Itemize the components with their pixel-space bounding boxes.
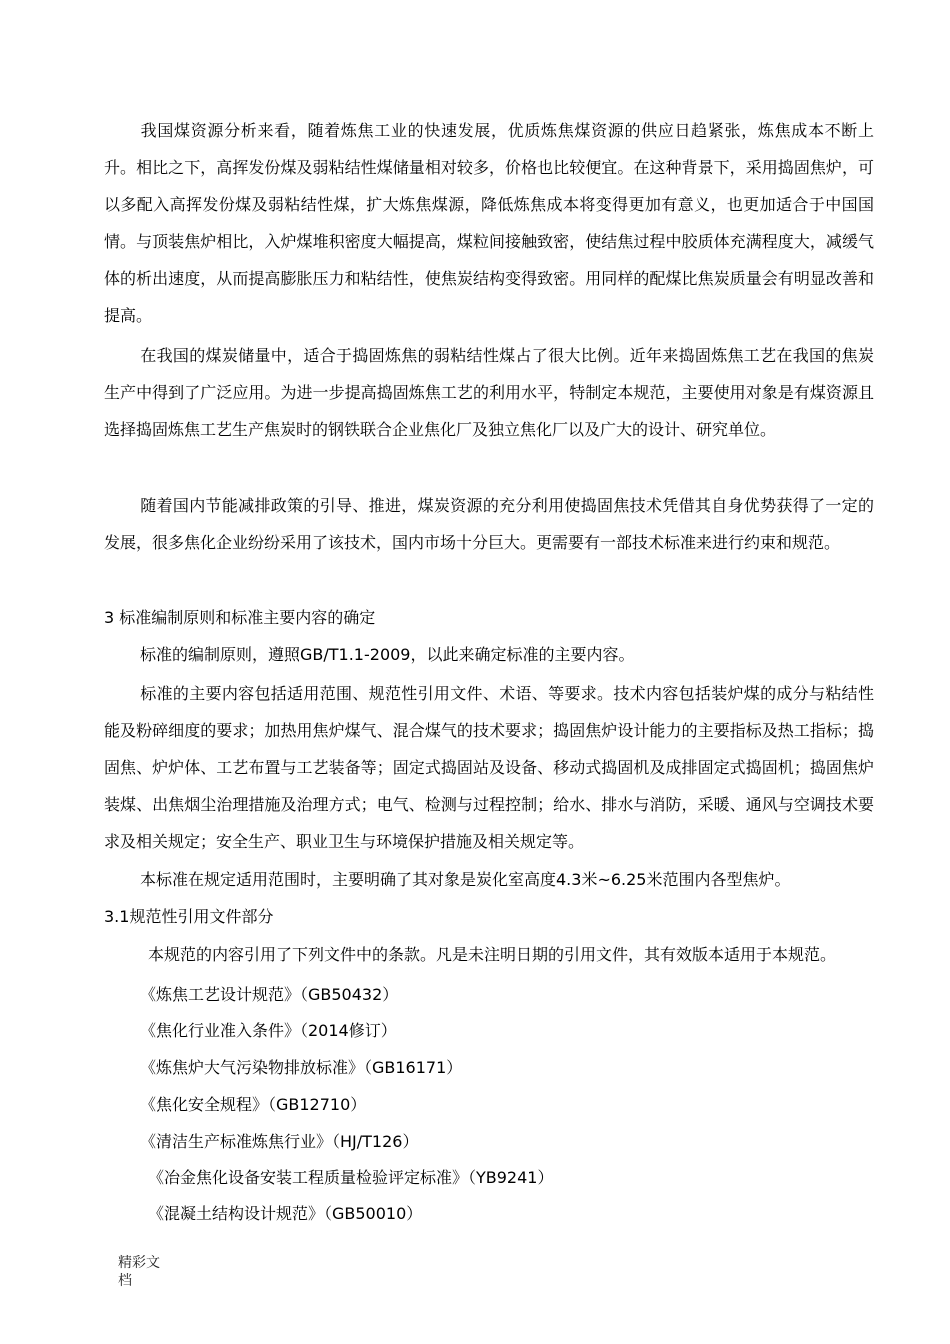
paragraph-text: 随着国内节能减排政策的引导、推进，煤炭资源的充分利用使捣固焦技术凭借其自身优势获得了一定的发展，很多焦化企业纷纷采用了该技术，国内市场十分巨大。更需要有一部技术标准来进行约束和规范。 (104, 496, 874, 552)
page-footer: 精彩文档 (118, 1255, 160, 1289)
reference-item: 《焦化行业准入条件》（2014修订） (140, 1021, 397, 1040)
paragraph-text: 我国煤资源分析来看，随着炼焦工业的快速发展，优质炼焦煤资源的供应日趋紧张，炼焦成本不断上升。相比之下，高挥发份煤及弱粘结性煤储量相对较多，价格也比较便宜。在这种背景下，采用捣固焦炉，可以多配入高挥发份煤及弱粘结性煤，扩大炼焦煤源，降低炼焦成本将变得更加有意义，也更加适合于中国国情。与顶装焦炉相比，入炉煤堆积密度大幅提高，煤粒间接触致密，使结焦过程中胶质体充满程度大，减缓气体的析出速度，从而提高膨胀压力和粘结性，使焦炭结构变得致密。用同样的配煤比焦炭质量会有明显改善和提高。 (104, 121, 874, 325)
section-3-principle: 标准的编制原则，遵照GB/T1.1-2009，以此来确定标准的主要内容。 (140, 645, 635, 664)
reference-item: 《冶金焦化设备安装工程质量检验评定标准》（YB9241） (148, 1168, 554, 1187)
section-3-scope: 本标准在规定适用范围时，主要明确了其对象是炭化室高度4.3米~6.25米范围内各型焦炉。 (140, 870, 791, 889)
section-3-heading: 3 标准编制原则和标准主要内容的确定 (104, 608, 376, 627)
reference-item: 《清洁生产标准炼焦行业》（HJ/T126） (140, 1132, 419, 1151)
paragraph-text: 标准的主要内容包括适用范围、规范性引用文件、术语、等要求。技术内容包括装炉煤的成分与粘结性能及粉碎细度的要求；加热用焦炉煤气、混合煤气的技术要求；捣固焦炉设计能力的主要指标及热工指标；捣固焦、炉炉体、工艺布置与工艺装备等；固定式捣固站及设备、移动式捣固机及成排固定式捣固机；捣固焦炉装煤、出焦烟尘治理措施及治理方式；电气、检测与过程控制；给水、排水与消防，采暖、通风与空调技术要求及相关规定；安全生产、职业卫生与环境保护措施及相关规定等。 (104, 684, 874, 851)
reference-item: 《炼焦工艺设计规范》（GB50432） (140, 985, 399, 1004)
reference-item: 《混凝土结构设计规范》（GB50010） (148, 1204, 423, 1223)
section-3-1-heading: 3.1规范性引用文件部分 (104, 907, 274, 926)
paragraph-tamping-application (104, 337, 874, 448)
paragraph-policy (104, 487, 874, 561)
section-3-content (104, 675, 874, 860)
reference-item: 《炼焦炉大气污染物排放标准》（GB16171） (140, 1058, 463, 1077)
paragraph-text: 在我国的煤炭储量中，适合于捣固炼焦的弱粘结性煤占了很大比例。近年来捣固炼焦工艺在我国的焦炭生产中得到了广泛应用。为进一步提高捣固炼焦工艺的利用水平，特制定本规范，主要使用对象是有煤资源且选择捣固炼焦工艺生产焦炭时的钢铁联合企业焦化厂及独立焦化厂以及广大的设计、研究单位。 (104, 346, 874, 439)
reference-item: 《焦化安全规程》（GB12710） (140, 1095, 367, 1114)
paragraph-coal-resources (104, 112, 874, 334)
section-3-1-intro: 本规范的内容引用了下列文件中的条款。凡是未注明日期的引用文件，其有效版本适用于本规范。 (148, 945, 837, 964)
